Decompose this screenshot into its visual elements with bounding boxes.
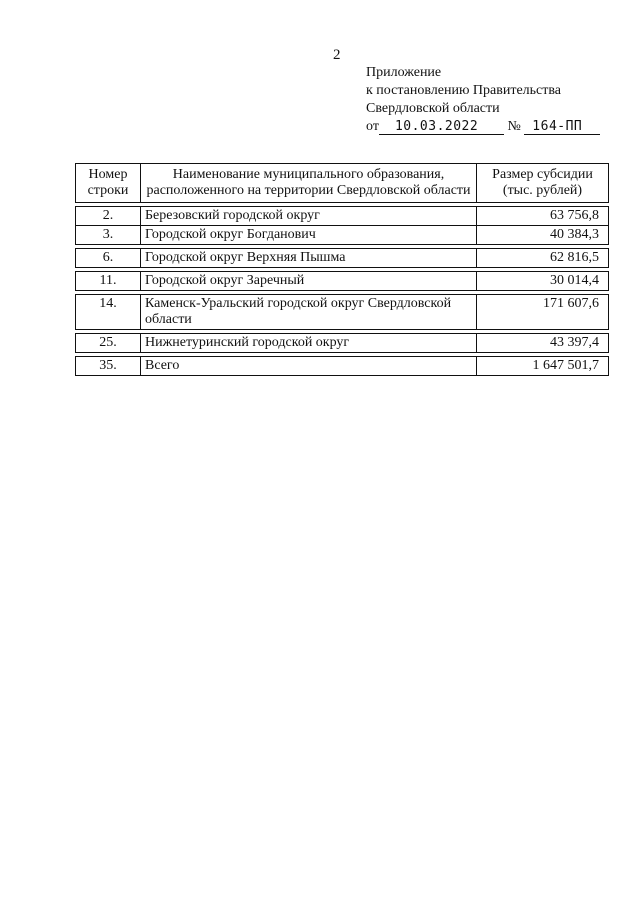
municipality-name: Городской округ Верхняя Пышма: [141, 249, 477, 268]
row-number: 14.: [76, 295, 141, 330]
decree-date: 10.03.2022: [394, 119, 479, 134]
row-number: 35.: [76, 357, 141, 376]
decree-date-number-line: [366, 118, 600, 136]
row-number: 2.: [76, 207, 141, 226]
row-number: 11.: [76, 272, 141, 291]
table-row: [76, 272, 609, 291]
municipality-name: Каменск-Уральский городской округ Свердловской области: [141, 295, 477, 330]
table-row: [76, 295, 609, 330]
total-amount: 1 647 501,7: [477, 357, 609, 376]
subsidy-amount: 62 816,5: [477, 249, 609, 268]
table-row: [76, 249, 609, 268]
subsidy-amount: 171 607,6: [477, 295, 609, 330]
table-row: [76, 334, 609, 353]
appendix-header: [366, 64, 600, 136]
subsidy-amount: 63 756,8: [477, 207, 609, 226]
page-number: 2: [333, 47, 341, 63]
row-number: 6.: [76, 249, 141, 268]
appendix-title: Приложение: [366, 65, 442, 80]
table-header-row: [76, 164, 609, 203]
decree-number: 164-ПП: [532, 119, 583, 134]
table-row: [76, 207, 609, 226]
municipality-name: Нижнетуринский городской округ: [141, 334, 477, 353]
row-number: 3.: [76, 226, 141, 245]
table-row: [76, 226, 609, 245]
column-header-municipality: Наименование муниципального образования, расположенного на территории Свердловской области: [141, 164, 477, 203]
municipality-name: Городской округ Заречный: [141, 272, 477, 291]
decree-reference: к постановлению Правительства: [366, 83, 562, 98]
table-total-row: [76, 357, 609, 376]
column-header-subsidy-amount: Размер субсидии (тыс. рублей): [477, 164, 609, 203]
subsidy-amount: 43 397,4: [477, 334, 609, 353]
column-header-row-number: Номер строки: [76, 164, 141, 203]
municipality-name: Городской округ Богданович: [141, 226, 477, 245]
row-number: 25.: [76, 334, 141, 353]
number-prefix: №: [507, 119, 521, 134]
total-label: Всего: [141, 357, 477, 376]
region-name: Свердловской области: [366, 101, 500, 116]
subsidy-amount: 40 384,3: [477, 226, 609, 245]
municipality-name: Березовский городской округ: [141, 207, 477, 226]
subsidy-table: [75, 163, 609, 376]
subsidy-amount: 30 014,4: [477, 272, 609, 291]
date-prefix: от: [366, 119, 379, 134]
